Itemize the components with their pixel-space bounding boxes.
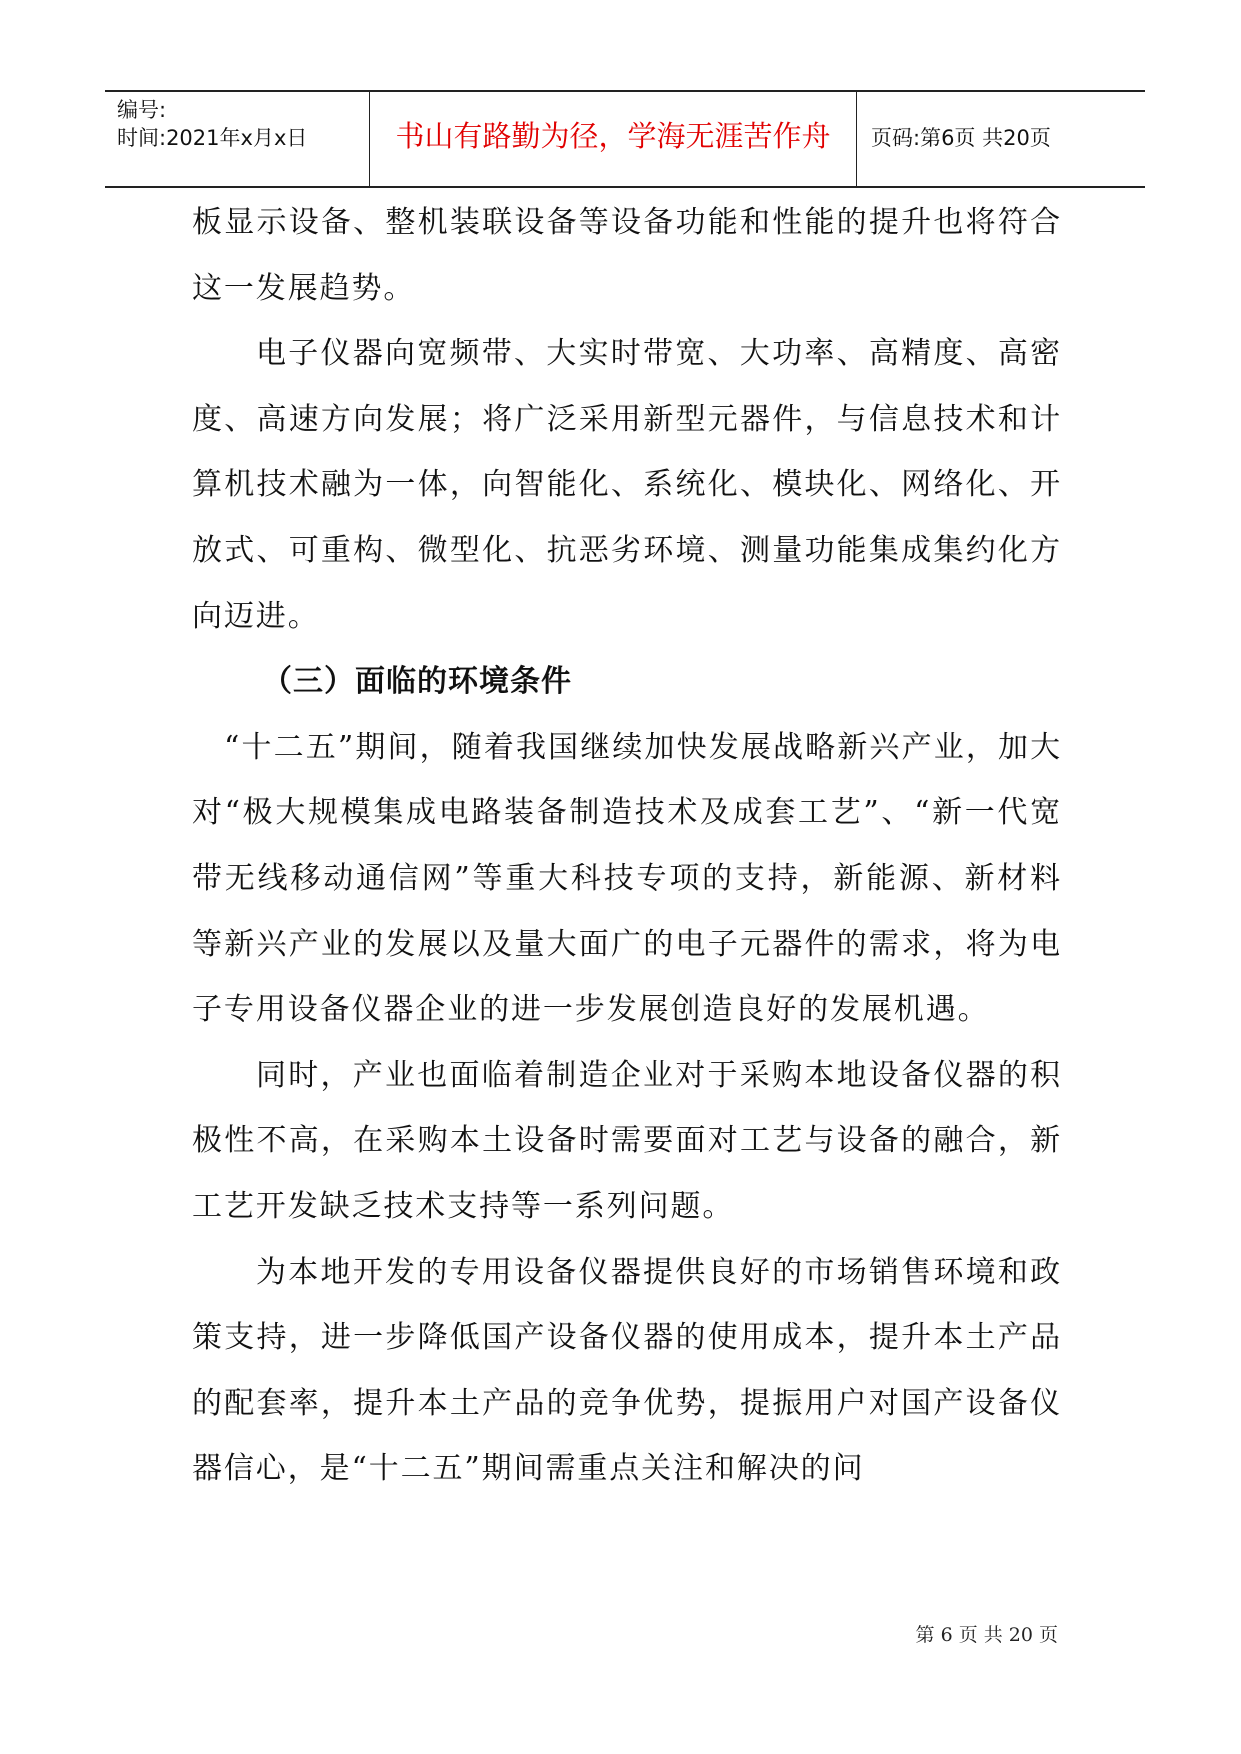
time-label: 时间:2021年x月x日 <box>117 126 308 150</box>
paragraph-continuation: 板显示设备、整机装联设备等设备功能和性能的提升也将符合这一发展趋势。 <box>192 205 1062 306</box>
document-body <box>192 190 1062 1502</box>
header-page-number: 页码:第6页 共20页 <box>871 126 1051 150</box>
number-label: 编号: <box>117 98 167 122</box>
header-meta <box>117 96 307 152</box>
header-motto: 书山有路勤为径，学海无涯苦作舟 <box>395 119 831 153</box>
page-header <box>105 90 1145 188</box>
page-footer: 第 6 页 共 20 页 <box>915 1624 1058 1646</box>
header-divider <box>856 92 857 186</box>
paragraph: “十二五”期间，随着我国继续加快发展战略新兴产业，加大对“极大规模集成电路装备制造技术及成套工艺”、“新一代宽带无线移动通信网”等重大科技专项的支持，新能源、新材料等新兴产业的发展以及量大面广的电子元器件的需求，将为电子专用设备仪器企业的进一步发展创造良好的发展机遇。 <box>192 729 1062 1028</box>
paragraph: 电子仪器向宽频带、大实时带宽、大功率、高精度、高密度、高速方向发展；将广泛采用新型元器件，与信息技术和计算机技术融为一体，向智能化、系统化、模块化、网络化、开放式、可重构、微型化、抗恶劣环境、测量功能集成集约化方向迈进。 <box>192 336 1062 634</box>
section-heading: （三）面临的环境条件 <box>262 664 572 700</box>
paragraph: 为本地开发的专用设备仪器提供良好的市场销售环境和政策支持，进一步降低国产设备仪器的使用成本，提升本土产品的配套率，提升本土产品的竞争优势，提振用户对国产设备仪器信心，是“十二五”期间需重点关注和解决的问 <box>192 1254 1062 1487</box>
paragraph: 同时，产业也面临着制造企业对于采购本地设备仪器的积极性不高，在采购本土设备时需要面对工艺与设备的融合，新工艺开发缺乏技术支持等一系列问题。 <box>192 1057 1062 1224</box>
